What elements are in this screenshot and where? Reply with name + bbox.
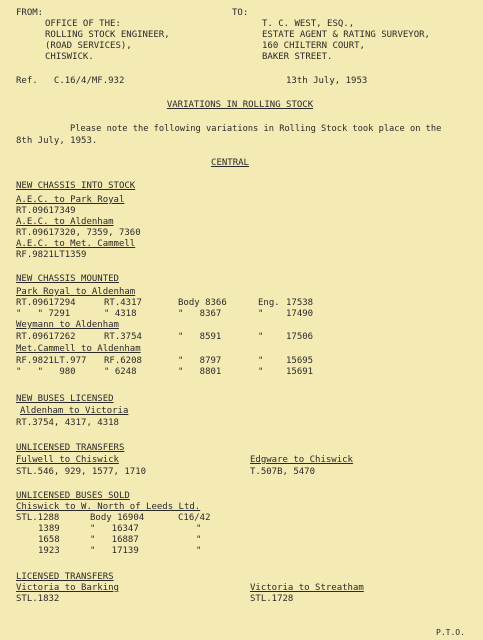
table-cell: " <box>196 535 202 545</box>
table-cell: 17490 <box>286 309 314 319</box>
route-label: Fulwell to Chiswick <box>16 455 119 465</box>
table-cell: " 16347 <box>90 524 139 534</box>
to-line-1: T. C. WEST, ESQ., <box>262 19 355 29</box>
table-cell: " 8367 <box>178 309 222 319</box>
route-label: Aldenham to Victoria <box>20 406 129 416</box>
table-cell: " " 7291 <box>16 309 71 319</box>
table-cell: " 8591 <box>178 332 222 342</box>
table-cell: Body 8366 <box>178 298 227 308</box>
table-cell: Weymann to Aldenham <box>16 320 119 330</box>
memo-title: VARIATIONS IN ROLLING STOCK <box>166 100 314 110</box>
table-cell: 1658 <box>38 535 60 545</box>
table-cell: 15695 <box>286 356 314 366</box>
table-cell: 15691 <box>286 367 314 377</box>
list-item: A.E.C. to Park Royal <box>16 195 125 205</box>
table-cell: " 8797 <box>178 356 222 366</box>
list-item: RT.09617320, 7359, 7360 <box>16 228 141 238</box>
table-cell: " 6248 <box>104 367 137 377</box>
route-label: Edgware to Chiswick <box>250 455 353 465</box>
memo-date: 13th July, 1953 <box>286 76 368 86</box>
table-cell: " <box>258 356 264 366</box>
table-cell: " <box>196 546 202 556</box>
table-cell: " " 980 <box>16 367 76 377</box>
table-cell: 17538 <box>286 298 314 308</box>
table-cell: 17506 <box>286 332 314 342</box>
table-cell: Body 16904 <box>90 513 145 523</box>
table-cell: 1389 <box>38 524 60 534</box>
vehicle-numbers: STL.1832 <box>16 594 60 604</box>
division-heading: CENTRAL <box>211 158 249 168</box>
table-cell: Park Royal to Aldenham <box>16 287 136 297</box>
to-line-4: BAKER STREET. <box>262 52 333 62</box>
list-item: A.E.C. to Met. Cammell <box>16 239 136 249</box>
intro-line-2: 8th July, 1953. <box>16 136 98 146</box>
table-cell: " 8801 <box>178 367 222 377</box>
to-label: TO: <box>232 8 249 18</box>
table-cell: RT.4317 <box>104 298 142 308</box>
intro-line-1: Please note the following variations in Rolling Stock took place on the <box>70 124 442 134</box>
new-chassis-into-stock-heading: NEW CHASSIS INTO STOCK <box>16 181 136 191</box>
table-cell: " <box>196 524 202 534</box>
route-label: Victoria to Streatham <box>250 583 364 593</box>
table-cell: " 4318 <box>104 309 137 319</box>
table-cell: " 17139 <box>90 546 139 556</box>
table-cell: RF.9821LT.977 <box>16 356 87 366</box>
vehicle-numbers: STL.1728 <box>250 594 294 604</box>
table-cell: " 16887 <box>90 535 139 545</box>
from-line-1: OFFICE OF THE: <box>45 19 121 29</box>
route-label: Chiswick to W. North of Leeds Ltd. <box>16 502 201 512</box>
pto-note: P.T.O. <box>436 628 465 637</box>
table-cell: 1923 <box>38 546 60 556</box>
reference: Ref. C.16/4/MF.932 <box>16 76 125 86</box>
table-cell: STL.1288 <box>16 513 60 523</box>
table-cell: Eng. <box>258 298 280 308</box>
to-line-2: ESTATE AGENT & RATING SURVEYOR, <box>262 30 430 40</box>
from-line-2: ROLLING STOCK ENGINEER, <box>45 30 170 40</box>
table-cell: RT.09617294 <box>16 298 76 308</box>
list-item: RT.09617349 <box>16 206 76 216</box>
table-cell: " <box>258 367 264 377</box>
table-cell: " <box>258 309 264 319</box>
new-chassis-mounted-heading: NEW CHASSIS MOUNTED <box>16 274 119 284</box>
list-item: RF.9821LT1359 <box>16 250 87 260</box>
vehicle-numbers: RT.3754, 4317, 4318 <box>16 418 119 428</box>
table-cell: RT.09617262 <box>16 332 76 342</box>
unlicensed-transfers-heading: UNLICENSED TRANSFERS <box>16 443 125 453</box>
from-label: FROM: <box>16 8 44 18</box>
to-line-3: 160 CHILTERN COURT, <box>262 41 365 51</box>
licensed-transfers-heading: LICENSED TRANSFERS <box>16 572 114 582</box>
table-cell: RF.6208 <box>104 356 142 366</box>
list-item: A.E.C. to Aldenham <box>16 217 114 227</box>
from-line-4: CHISWICK. <box>45 52 94 62</box>
new-buses-licensed-heading: NEW BUSES LICENSED <box>16 394 114 404</box>
table-cell: C16/42 <box>178 513 211 523</box>
route-label: Victoria to Barking <box>16 583 119 593</box>
table-cell: Met.Cammell to Aldenham <box>16 344 141 354</box>
vehicle-numbers: STL.546, 929, 1577, 1710 <box>16 467 147 477</box>
from-line-3: (ROAD SERVICES), <box>45 41 132 51</box>
table-cell: " <box>258 332 264 342</box>
vehicle-numbers: T.507B, 5470 <box>250 467 316 477</box>
table-cell: RT.3754 <box>104 332 142 342</box>
unlicensed-buses-sold-heading: UNLICENSED BUSES SOLD <box>16 491 130 501</box>
